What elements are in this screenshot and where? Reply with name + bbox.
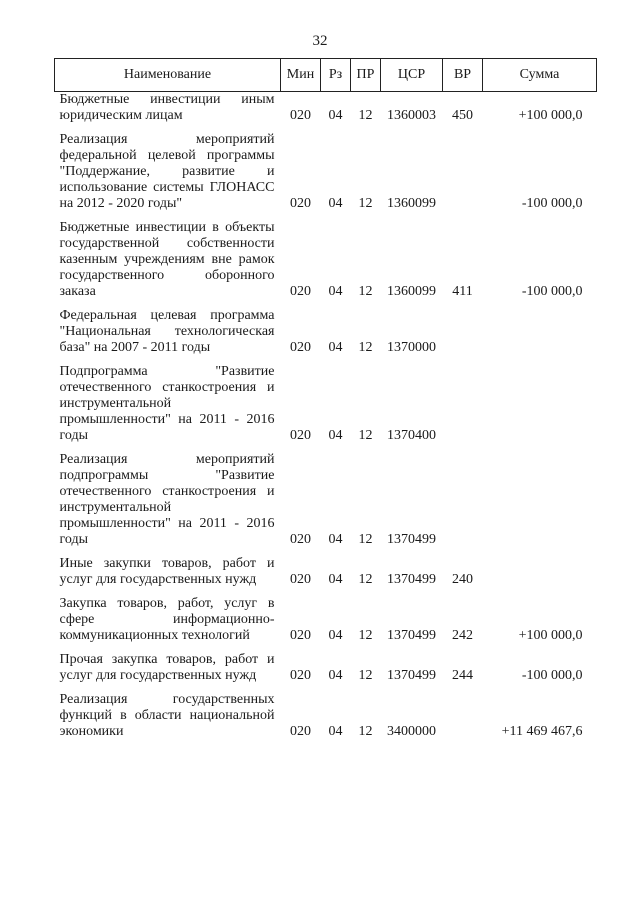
table-row bbox=[55, 364, 597, 452]
row-vr: 242 bbox=[452, 628, 473, 643]
row-min: 020 bbox=[290, 108, 311, 123]
row-csr: 1360099 bbox=[387, 284, 436, 299]
header-sum: Сумма bbox=[483, 59, 597, 92]
row-min: 020 bbox=[290, 340, 311, 355]
row-sum: +100 000,0 bbox=[518, 108, 583, 123]
row-name: Прочая закупка товаров, работ и услуг для государственных нужд bbox=[59, 652, 275, 683]
row-name: Бюджетные инвестиции в объекты государственной собственности казенным учреждениям вне рамок государственного оборонного заказа bbox=[59, 220, 275, 299]
row-pr: 12 bbox=[358, 668, 373, 683]
row-vr bbox=[443, 452, 483, 556]
row-vr bbox=[443, 692, 483, 748]
row-sum: -100 000,0 bbox=[521, 196, 583, 211]
row-name: Реализация мероприятий подпрограммы "Развитие отечественного станкостроения и инструментальной промышленности" на 2011 - 2016 годы bbox=[59, 452, 275, 547]
table-row bbox=[55, 308, 597, 364]
row-pr: 12 bbox=[358, 532, 373, 547]
table-row bbox=[55, 652, 597, 692]
row-pr: 12 bbox=[358, 340, 373, 355]
table-row bbox=[55, 692, 597, 748]
page-number: 32 bbox=[312, 33, 328, 49]
row-min: 020 bbox=[290, 284, 311, 299]
row-pr: 12 bbox=[358, 628, 373, 643]
row-rz: 04 bbox=[328, 668, 343, 683]
row-min: 020 bbox=[290, 196, 311, 211]
row-sum bbox=[483, 556, 597, 596]
row-rz: 04 bbox=[328, 572, 343, 587]
header-vr: ВР bbox=[443, 59, 483, 92]
row-sum bbox=[483, 308, 597, 364]
row-vr: 411 bbox=[452, 284, 473, 299]
row-rz: 04 bbox=[328, 108, 343, 123]
row-rz: 04 bbox=[328, 196, 343, 211]
row-min: 020 bbox=[290, 532, 311, 547]
row-min: 020 bbox=[290, 572, 311, 587]
row-sum bbox=[483, 364, 597, 452]
header-min: Мин bbox=[281, 59, 321, 92]
row-sum: +11 469 467,6 bbox=[501, 724, 583, 739]
row-rz: 04 bbox=[328, 532, 343, 547]
row-name: Реализация государственных функций в области национальной экономики bbox=[59, 692, 275, 739]
row-sum: -100 000,0 bbox=[521, 668, 583, 683]
row-csr: 1370499 bbox=[387, 572, 436, 587]
row-name: Бюджетные инвестиции иным юридическим лицам bbox=[59, 92, 275, 123]
row-name: Федеральная целевая программа "Национальная технологическая база" на 2007 - 2011 годы bbox=[59, 308, 275, 355]
row-csr: 1370499 bbox=[387, 532, 436, 547]
row-rz: 04 bbox=[328, 428, 343, 443]
table-row bbox=[55, 556, 597, 596]
row-pr: 12 bbox=[358, 196, 373, 211]
row-csr: 1370499 bbox=[387, 628, 436, 643]
row-vr: 450 bbox=[452, 108, 473, 123]
row-vr bbox=[443, 132, 483, 220]
header-csr: ЦСР bbox=[381, 59, 443, 92]
row-vr bbox=[443, 308, 483, 364]
table-row bbox=[55, 596, 597, 652]
row-csr: 1370499 bbox=[387, 668, 436, 683]
header-rz: Рз bbox=[321, 59, 351, 92]
row-pr: 12 bbox=[358, 108, 373, 123]
row-vr: 240 bbox=[452, 572, 473, 587]
header-pr: ПР bbox=[351, 59, 381, 92]
row-min: 020 bbox=[290, 724, 311, 739]
row-vr: 244 bbox=[452, 668, 473, 683]
row-min: 020 bbox=[290, 668, 311, 683]
row-rz: 04 bbox=[328, 340, 343, 355]
budget-table bbox=[54, 58, 597, 748]
row-pr: 12 bbox=[358, 428, 373, 443]
row-pr: 12 bbox=[358, 572, 373, 587]
table-header-row bbox=[55, 59, 597, 92]
row-min: 020 bbox=[290, 428, 311, 443]
row-pr: 12 bbox=[358, 284, 373, 299]
row-sum bbox=[483, 452, 597, 556]
row-name: Реализация мероприятий федеральной целевой программы "Поддержание, развитие и использование системы ГЛОНАСС на 2012 - 2020 годы" bbox=[59, 132, 275, 211]
table-row bbox=[55, 220, 597, 308]
row-name: Иные закупки товаров, работ и услуг для государственных нужд bbox=[59, 556, 275, 587]
row-csr: 1370000 bbox=[387, 340, 436, 355]
row-name: Подпрограмма "Развитие отечественного станкостроения и инструментальной промышленности" на 2011 - 2016 годы bbox=[59, 364, 275, 443]
row-pr: 12 bbox=[358, 724, 373, 739]
table-row bbox=[55, 452, 597, 556]
row-name: Закупка товаров, работ, услуг в сфере информационно-коммуникационных технологий bbox=[59, 596, 275, 643]
row-rz: 04 bbox=[328, 724, 343, 739]
row-vr bbox=[443, 364, 483, 452]
header-name: Наименование bbox=[55, 59, 281, 92]
row-csr: 1360003 bbox=[387, 108, 436, 123]
row-rz: 04 bbox=[328, 628, 343, 643]
row-min: 020 bbox=[290, 628, 311, 643]
table-row bbox=[55, 132, 597, 220]
row-sum: +100 000,0 bbox=[518, 628, 583, 643]
table-row bbox=[55, 92, 597, 133]
row-csr: 3400000 bbox=[387, 724, 436, 739]
row-csr: 1370400 bbox=[387, 428, 436, 443]
row-rz: 04 bbox=[328, 284, 343, 299]
row-sum: -100 000,0 bbox=[521, 284, 583, 299]
row-csr: 1360099 bbox=[387, 196, 436, 211]
